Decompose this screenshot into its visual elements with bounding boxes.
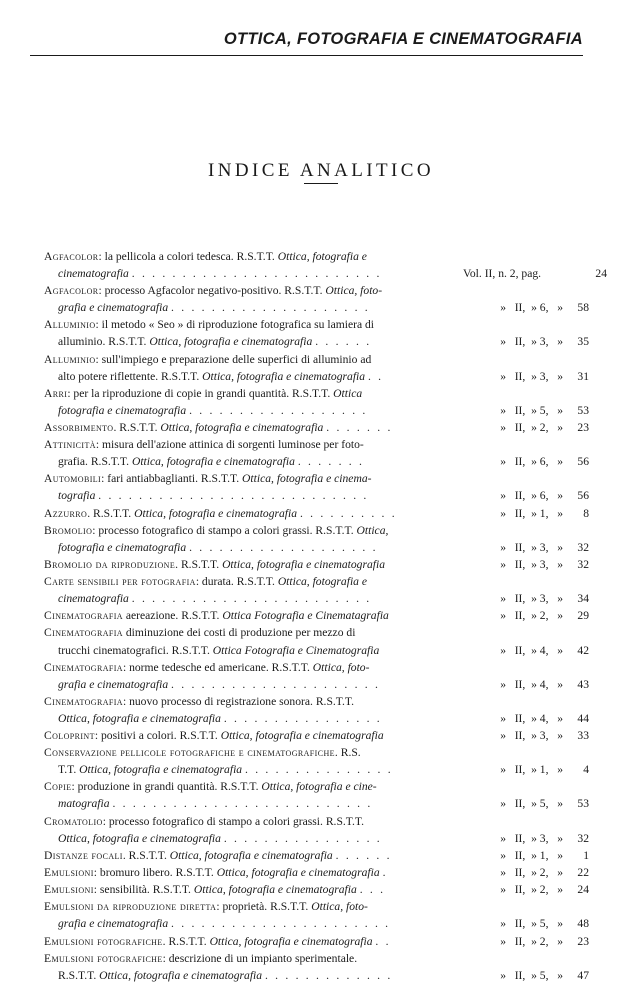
- entry-heading: Emulsioni fotografiche: [44, 951, 163, 965]
- entry-text: [44, 470, 455, 504]
- leader-dots: . . . . . . . . . . . . . . . . . . . . . . . . . .: [112, 797, 373, 811]
- entry-description: : durata. R.S.T.T.: [195, 575, 278, 589]
- entry-reference: [455, 505, 589, 522]
- page-number: 33: [577, 729, 589, 743]
- entry-publication: Ottica, foto-: [325, 284, 383, 298]
- entry-publication-cont: Ottica, fotografia e cinematografia: [149, 335, 313, 349]
- entry-reference: [455, 333, 589, 350]
- page-number: 24: [577, 883, 589, 897]
- leader-dots: . . . . . . . . . . . . . . . . . . .: [189, 540, 378, 554]
- entry-description-cont: alluminio. R.S.T.T.: [58, 335, 150, 349]
- entry-heading: Attinicità: [44, 438, 96, 452]
- entry-publication: Ottica, fotografia e cinematografia: [216, 866, 380, 880]
- volume-number: » II, » 2, »: [500, 866, 563, 880]
- leader-dots: . .: [367, 369, 384, 383]
- entry-publication-cont: cinematografia: [58, 592, 129, 606]
- entry-description: : la pellicola a colori tedesca. R.S.T.T.: [98, 250, 278, 263]
- leader-dots: . . . . . . . . . . . . . . . . . . . . . . . . . . .: [98, 489, 369, 503]
- entry-text: [44, 556, 455, 573]
- volume-number: Vol. II, n. 2, pag.: [463, 267, 542, 281]
- entry-reference: [455, 402, 589, 419]
- index-entry: [44, 881, 589, 898]
- page-number: 32: [577, 557, 589, 571]
- page-number: 35: [577, 335, 589, 349]
- volume-number: » II, » 2, »: [500, 934, 563, 948]
- index-entry: [44, 470, 589, 504]
- entry-heading: Arri: [44, 386, 68, 400]
- entry-publication-cont: cinematografia: [58, 267, 129, 281]
- entry-publication-cont: Ottica, fotografia e cinematografia: [99, 968, 263, 982]
- volume-number: » II, » 2, »: [500, 609, 563, 623]
- entry-description: : processo fotografico di stampo a colori grassi. R.S.T.T.: [102, 814, 365, 828]
- index-entry: [44, 898, 589, 932]
- entry-heading: Cinematografia: [44, 660, 123, 674]
- page-number: 23: [577, 421, 589, 435]
- leader-dots: . . . . . . . . . . . . . . . . . . . . .: [171, 677, 381, 691]
- entry-text: [44, 898, 455, 932]
- entry-description: : fari antiabbaglianti. R.S.T.T.: [101, 472, 243, 486]
- index-entry: [44, 351, 589, 385]
- page-number: 34: [577, 592, 589, 606]
- entry-heading: Bromolio da riproduzione: [44, 557, 176, 571]
- entry-reference: [455, 642, 589, 659]
- entry-reference: [455, 727, 589, 744]
- entry-description: : sull'impiego e preparazione delle superfici di alluminio ad: [95, 352, 372, 366]
- entry-reference: [455, 453, 589, 470]
- volume-number: » II, » 4, »: [500, 643, 563, 657]
- volume-number: » II, » 3, »: [500, 729, 563, 743]
- leader-dots: . . . . . . . . . . . . . . . . . . . . . .: [171, 917, 391, 931]
- page-number: 23: [577, 934, 589, 948]
- entry-text: [44, 505, 455, 522]
- entry-description: : bromuro libero. R.S.T.T.: [93, 866, 217, 880]
- index-entry: [44, 316, 589, 350]
- volume-number: » II, » 3, »: [500, 369, 563, 383]
- page-number: 42: [577, 643, 589, 657]
- entry-heading: Cinematografia: [44, 694, 123, 708]
- leader-dots: . . . . . . . . . . . . . . .: [245, 763, 393, 777]
- index-entry: [44, 727, 589, 744]
- entry-description: aereazione. R.S.T.T.: [122, 609, 223, 623]
- volume-number: » II, » 1, »: [500, 506, 563, 520]
- entry-publication-cont: tografia: [58, 489, 96, 503]
- entry-heading: Emulsioni: [44, 883, 94, 897]
- volume-number: » II, » 2, »: [500, 883, 563, 897]
- index-entry: [44, 950, 589, 984]
- index-entry: [44, 522, 589, 556]
- page-number: 44: [577, 711, 589, 725]
- entry-description: : descrizione di un impianto sperimentale.: [162, 951, 358, 965]
- index-entry: [44, 436, 589, 470]
- entry-reference: [455, 967, 589, 984]
- index-entry: [44, 813, 589, 847]
- leader-dots: . . . . . . . . . .: [299, 506, 397, 520]
- entry-description: diminuzione dei costi di produzione per mezzo di: [122, 626, 356, 640]
- entry-text: [44, 813, 455, 847]
- entry-text: [44, 607, 455, 624]
- volume-number: » II, » 3, »: [500, 540, 563, 554]
- entry-publication: Ottica, fotografia e cinematografia: [169, 848, 333, 862]
- page-number: 1: [583, 848, 589, 862]
- entry-description: : norme tedesche ed americane. R.S.T.T.: [122, 660, 313, 674]
- entry-publication: Ottica, fotografia e: [277, 575, 368, 589]
- entry-reference: [455, 915, 589, 932]
- leader-dots: . . . . . . . . . . . . . . . .: [223, 711, 382, 725]
- entry-description: : processo fotografico di stampo a colori grassi. R.S.T.T.: [92, 523, 357, 537]
- page-number: 22: [577, 866, 589, 880]
- index-entry: [44, 778, 589, 812]
- volume-number: » II, » 1, »: [500, 763, 563, 777]
- entry-publication-cont: Ottica, fotografia e cinematografia: [58, 831, 221, 845]
- entry-description-cont: T.T.: [58, 763, 80, 777]
- entry-description: . R.S.T.T.: [87, 506, 135, 520]
- volume-number: » II, » 5, »: [500, 403, 563, 417]
- entry-description-cont: trucchi cinematografici. R.S.T.T.: [58, 643, 213, 657]
- entry-reference: [455, 556, 589, 573]
- entry-text: [44, 522, 455, 556]
- entry-text: [44, 659, 455, 693]
- entry-publication-cont: fotografia e cinematografia: [58, 403, 187, 417]
- entry-text: [44, 248, 455, 282]
- entry-reference: [455, 881, 589, 898]
- entry-heading: Azzurro: [44, 506, 88, 520]
- leader-dots: . . . . . .: [335, 848, 392, 862]
- entry-description: : il metodo « Seo » di riproduzione fotografica su lamiera di: [95, 318, 375, 332]
- entry-publication: Ottica, foto-: [311, 900, 368, 914]
- entry-description: : processo Agfacolor negativo-positivo. R.S.T.T.: [98, 284, 326, 298]
- page-number: 56: [577, 455, 589, 469]
- entry-heading: Emulsioni: [44, 866, 94, 880]
- entry-publication-cont: Ottica, fotografia e cinematografia: [202, 369, 366, 383]
- entry-publication: Ottica, foto-: [312, 660, 370, 674]
- entry-publication: Ottica, fotografia e cinematografia: [160, 421, 324, 435]
- volume-number: » II, » 3, »: [500, 831, 563, 845]
- entry-heading: Emulsioni fotografiche: [44, 934, 163, 948]
- entry-reference: [455, 795, 589, 812]
- index-entry: [44, 282, 589, 316]
- entry-publication: Ottica: [333, 386, 363, 400]
- index-entry: [44, 607, 589, 624]
- running-header: OTTICA, FOTOGRAFIA E CINEMATOGRAFIA: [223, 30, 583, 48]
- index-entry: [44, 864, 589, 881]
- entry-heading: Alluminio: [44, 352, 96, 366]
- index-entry: [44, 693, 589, 727]
- entry-reference: [455, 607, 589, 624]
- index-entry: [44, 556, 589, 573]
- entry-heading: Cinematografia: [44, 626, 123, 640]
- page-number: 53: [577, 797, 589, 811]
- entry-heading: Carte sensibili per fotografia: [44, 575, 196, 589]
- entry-publication-cont: Ottica, fotografia e cinematografia: [79, 763, 243, 777]
- entry-publication-cont: grafia e cinematografia: [58, 677, 169, 691]
- entry-description-cont: grafia. R.S.T.T.: [58, 455, 132, 469]
- entry-publication: Ottica, fotografia e cinematografia: [222, 557, 386, 571]
- entry-publication-cont: Ottica Fotografia e Cinematografia: [212, 643, 380, 657]
- entry-description: : per la riproduzione di copie in grandi quantità. R.S.T.T.: [67, 386, 334, 400]
- index-entry: [44, 385, 589, 419]
- entry-text: [44, 778, 455, 812]
- entry-publication: Ottica,: [356, 523, 389, 537]
- entry-description: : proprietà. R.S.T.T.: [216, 900, 312, 914]
- page-number: 8: [583, 506, 589, 520]
- entry-heading: Agfacolor: [44, 250, 99, 263]
- entry-description: . R.S.T.T.: [122, 848, 170, 862]
- leader-dots: . . . . . . . . . . . . . . . . . . . . . . . . .: [131, 267, 382, 281]
- volume-number: » II, » 6, »: [500, 301, 563, 315]
- leader-dots: . . . . . . . . . . . . . . . . . .: [189, 403, 368, 417]
- page-number: 53: [577, 403, 589, 417]
- page-number: 31: [577, 369, 589, 383]
- entry-reference: [455, 710, 589, 727]
- entry-publication: Ottica Fotografia e Cinematagrafia: [222, 609, 389, 623]
- entry-text: [44, 351, 455, 385]
- leader-dots: . . . . . .: [315, 335, 372, 349]
- volume-number: » II, » 6, »: [500, 489, 563, 503]
- entry-reference: [455, 830, 589, 847]
- entry-text: [44, 933, 455, 950]
- volume-number: » II, » 4, »: [500, 711, 563, 725]
- entry-description: : nuovo processo di registrazione sonora. R.S.T.T.: [122, 694, 355, 708]
- entry-publication-cont: Ottica, fotografia e cinematografia: [58, 711, 221, 725]
- entry-text: [44, 385, 455, 419]
- title-rule: [304, 183, 338, 184]
- entry-reference: [455, 590, 589, 607]
- entry-reference: [455, 864, 589, 881]
- entry-description: : positivi a colori. R.S.T.T.: [94, 729, 221, 743]
- entry-heading: Copie: [44, 780, 72, 794]
- volume-number: » II, » 3, »: [500, 557, 563, 571]
- entry-reference: [455, 487, 589, 504]
- entry-heading: Assorbimento: [44, 421, 114, 435]
- entry-heading: Emulsioni da riproduzione diretta: [44, 900, 217, 914]
- page-number: 58: [577, 301, 589, 315]
- entry-publication: Ottica, fotografia e cinema-: [242, 472, 372, 486]
- entry-publication: Ottica, fotografia e: [277, 250, 367, 263]
- entry-publication-cont: Ottica, fotografia e cinematografia: [131, 455, 295, 469]
- leader-dots: . . .: [359, 883, 386, 897]
- page-number: 47: [577, 968, 589, 982]
- entry-text: [44, 847, 455, 864]
- entry-reference: [455, 539, 589, 556]
- entry-reference: [455, 933, 589, 950]
- leader-dots: . . . . . . . . . . . . . . . . . . . .: [171, 301, 370, 315]
- entry-description: : sensibilità. R.S.T.T.: [93, 883, 194, 897]
- page-number: 4: [583, 763, 589, 777]
- page-number: 32: [577, 540, 589, 554]
- entry-publication-cont: grafia e cinematografia: [58, 301, 169, 315]
- volume-number: » II, » 1, »: [500, 848, 563, 862]
- leader-dots: . . . . . . .: [297, 455, 365, 469]
- page-number: 32: [577, 831, 589, 845]
- entry-text: [44, 727, 455, 744]
- entry-text: [44, 950, 455, 984]
- index-entry: [44, 659, 589, 693]
- entry-heading: Distanze focali: [44, 848, 123, 862]
- entry-reference: [455, 761, 589, 778]
- entry-description: : misura dell'azione attinica di sorgenti luminose per foto-: [95, 438, 364, 452]
- entry-heading: Cromatolio: [44, 814, 103, 828]
- entry-text: [44, 744, 455, 778]
- leader-dots: . . . . . . . . . . . . . . . .: [223, 831, 382, 845]
- entry-publication-cont: fotografia e cinematografia: [58, 540, 187, 554]
- page-number: 24: [595, 267, 607, 281]
- volume-number: » II, » 5, »: [500, 968, 563, 982]
- entry-description: . R.S.T.T.: [113, 421, 161, 435]
- leader-dots: . . . . . . . . . . . . .: [264, 968, 393, 982]
- entry-text: [44, 282, 455, 316]
- header-rule: [30, 55, 583, 56]
- entry-reference: [455, 265, 607, 282]
- entry-heading: Alluminio: [44, 318, 96, 332]
- page-number: 43: [577, 677, 589, 691]
- entry-description: . R.S.T.T.: [175, 557, 223, 571]
- leader-dots: .: [382, 866, 388, 880]
- entry-text: [44, 419, 455, 436]
- entry-heading: Agfacolor: [44, 284, 99, 298]
- entry-description-cont: R.S.T.T.: [58, 968, 100, 982]
- entry-heading: Bromolio: [44, 523, 93, 537]
- entry-description: . R.S.: [334, 746, 361, 760]
- page-number: 56: [577, 489, 589, 503]
- volume-number: » II, » 2, »: [500, 421, 563, 435]
- entry-text: [44, 436, 455, 470]
- volume-number: » II, » 5, »: [500, 797, 563, 811]
- index-entry: [44, 624, 589, 658]
- entry-publication: Ottica, fotografia e cinematografia: [134, 506, 298, 520]
- index-entry: [44, 933, 589, 950]
- leader-dots: . . . . . . . . . . . . . . . . . . . . . . . .: [131, 592, 372, 606]
- entry-description: . R.S.T.T.: [162, 934, 210, 948]
- entry-text: [44, 573, 455, 607]
- entry-heading: Conservazione pellicole fotografiche e cinematografiche: [44, 746, 335, 760]
- volume-number: » II, » 3, »: [500, 335, 563, 349]
- index-entry: [44, 505, 589, 522]
- entry-text: [44, 693, 455, 727]
- entry-text: [44, 624, 455, 658]
- leader-dots: . .: [375, 934, 391, 948]
- entry-publication: Ottica, fotografia e cinematografia: [220, 729, 384, 743]
- volume-number: » II, » 3, »: [500, 592, 563, 606]
- entry-publication-cont: grafia e cinematografia: [58, 917, 169, 931]
- entry-description: : produzione in grandi quantità. R.S.T.T.: [71, 780, 262, 794]
- entry-reference: [455, 847, 589, 864]
- entry-description-cont: alto potere riflettente. R.S.T.T.: [58, 369, 203, 383]
- entry-publication-cont: matografia: [58, 797, 110, 811]
- entry-text: [44, 316, 455, 350]
- page-number: 29: [577, 609, 589, 623]
- entry-publication: Ottica, fotografia e cinematografia: [209, 934, 373, 948]
- index-entry: [44, 419, 589, 436]
- page-title: INDICE ANALITICO: [208, 160, 434, 181]
- entry-heading: Cinematografia: [44, 609, 123, 623]
- page-number: 48: [577, 917, 589, 931]
- volume-number: » II, » 4, »: [500, 677, 563, 691]
- index-entry: [44, 744, 589, 778]
- entry-reference: [455, 368, 589, 385]
- entry-publication: Ottica, fotografia e cine-: [261, 780, 377, 794]
- index-entry: [44, 573, 589, 607]
- leader-dots: . . . . . . .: [326, 421, 393, 435]
- entry-publication: Ottica, fotografia e cinematografia: [193, 883, 357, 897]
- entry-reference: [455, 299, 589, 316]
- index-entry: [44, 847, 589, 864]
- entry-heading: Automobili: [44, 472, 102, 486]
- index-entry: [44, 248, 607, 282]
- entry-text: [44, 864, 455, 881]
- entry-reference: [455, 419, 589, 436]
- volume-number: » II, » 5, »: [500, 917, 563, 931]
- entry-heading: Coloprint: [44, 729, 95, 743]
- entry-text: [44, 881, 455, 898]
- volume-number: » II, » 6, »: [500, 455, 563, 469]
- index-list: [44, 248, 607, 984]
- entry-reference: [455, 676, 589, 693]
